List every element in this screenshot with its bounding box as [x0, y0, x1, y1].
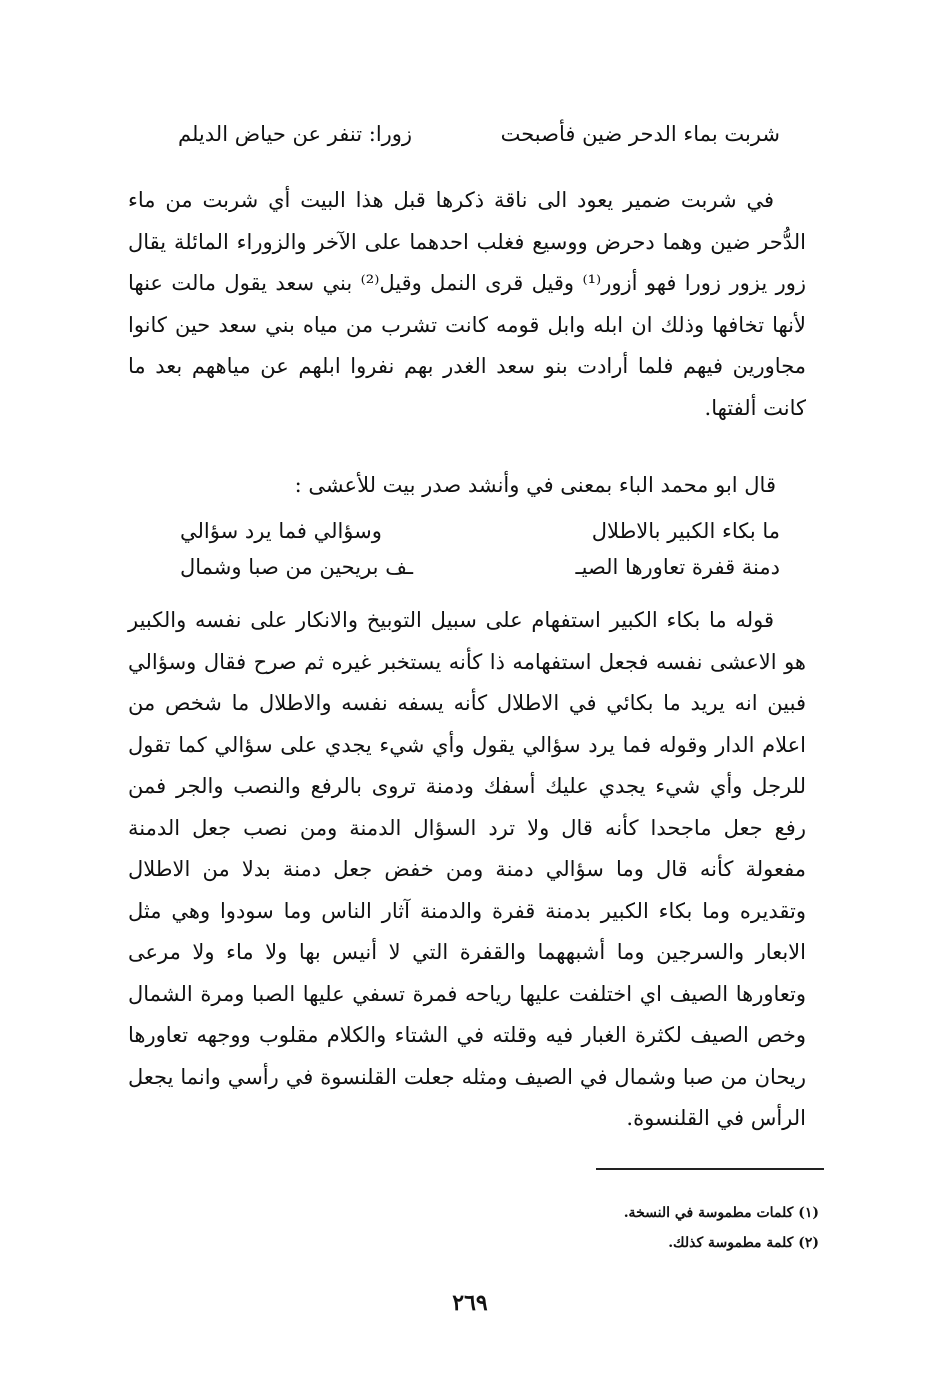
- paragraph-1-text: في شربت ضمير يعود الى ناقة ذكرها قبل هذا البيت أي شربت من ماء الدُّحر ضين وهما دحرض ووسيع فغلب احدهما على الآخر والزوراء المائلة يقال زور يزور زورا فهو أزور⁽¹⁾ وقيل قرى النمل وقيل⁽²⁾ بني سعد يقول مالت عنها لأنها تخافها وذلك ان ابله وابل قومه كانت تشرب من مياه بني سعد حين كانوا مجاورين فيهم فلما أرادت بنو سعد الغدر بهم نفروا ابلهم عن مياههم بعد ما كانت ألفتها.: [128, 188, 806, 420]
- header-verse-second-hemistich: زورا: تنفر عن حياض الديلم: [178, 122, 413, 146]
- footnote-2: (٢) كلمة مطموسة كذلك.: [668, 1235, 819, 1251]
- paragraph-2-text: قوله ما بكاء الكبير استفهام على سبيل التوبيخ والانكار على نفسه والكبير هو الاعشى نفسه فجعل استفهامه ذا كأنه يستخبر غيره ثم صرح فقال وسؤالي فبين انه يريد ما بكائي في الاطلال كأنه يسفه نفسه والاطلال ما شخص من اعلام الدار وقوله فما يرد سؤالي يقول وأي شيء يجدي على سؤالي كما تقول للرجل وأي شيء يجدي عليك أسفك ودمنة تروى بالرفع والنصب والجر فمن رفع جعل ماجحدا كأنه قال ولا ترد السؤال الدمنة ومن نصب جعل الدمنة مفعولة كأنه قال وما سؤالي دمنة ومن خفض جعل دمنة بدلا من الاطلال وتقديره وما بكاء الكبير بدمنة قفرة والدمنة آثار الناس وما سودوا وهي مثل الابعار والسرجين وما أشبههما والقفرة التي لا أنيس بها ولا ماء ولا مرعى وتعاورها الصيف اي اختلفت عليها رياحه فمرة تسفي عليها الصبا ومرة الشمال وخص الصيف لكثرة الغبار فيه وقلته في الشتاء والكلام مقلوب ووجهه تعاورها ريحان من صبا وشمال في الصيف ومثله جعلت القلنسوة في رأسي وانما يجعل الرأس في القلنسوة.: [128, 608, 806, 1130]
- poem-verse-1-second-hemistich: وسؤالي فما يرد سؤالي: [180, 519, 382, 543]
- paragraph-2: [128, 600, 806, 1140]
- page-number: ٢٦٩: [452, 1290, 488, 1316]
- footnote-separator: [596, 1168, 824, 1170]
- footnote-1: (١) كلمات مطموسة في النسخة.: [623, 1205, 819, 1221]
- poem-intro-line: قال ابو محمد الباء بمعنى في وأنشد صدر بيت للأعشى :: [294, 473, 776, 497]
- poem-verse-1-first-hemistich: ما بكاء الكبير بالاطلال: [591, 519, 780, 543]
- header-verse: [160, 117, 780, 151]
- poem-verse-1: [170, 514, 780, 548]
- poem-verse-2-first-hemistich: دمنة قفرة تعاورها الصيـ: [575, 555, 780, 579]
- paragraph-1: [128, 180, 806, 429]
- poem-verse-2-second-hemistich: ـف بريحين من صبا وشمال: [180, 555, 414, 579]
- poem-verse-2: [170, 550, 780, 584]
- header-verse-first-hemistich: شربت بماء الدحر ضين فأصبحت: [500, 122, 780, 146]
